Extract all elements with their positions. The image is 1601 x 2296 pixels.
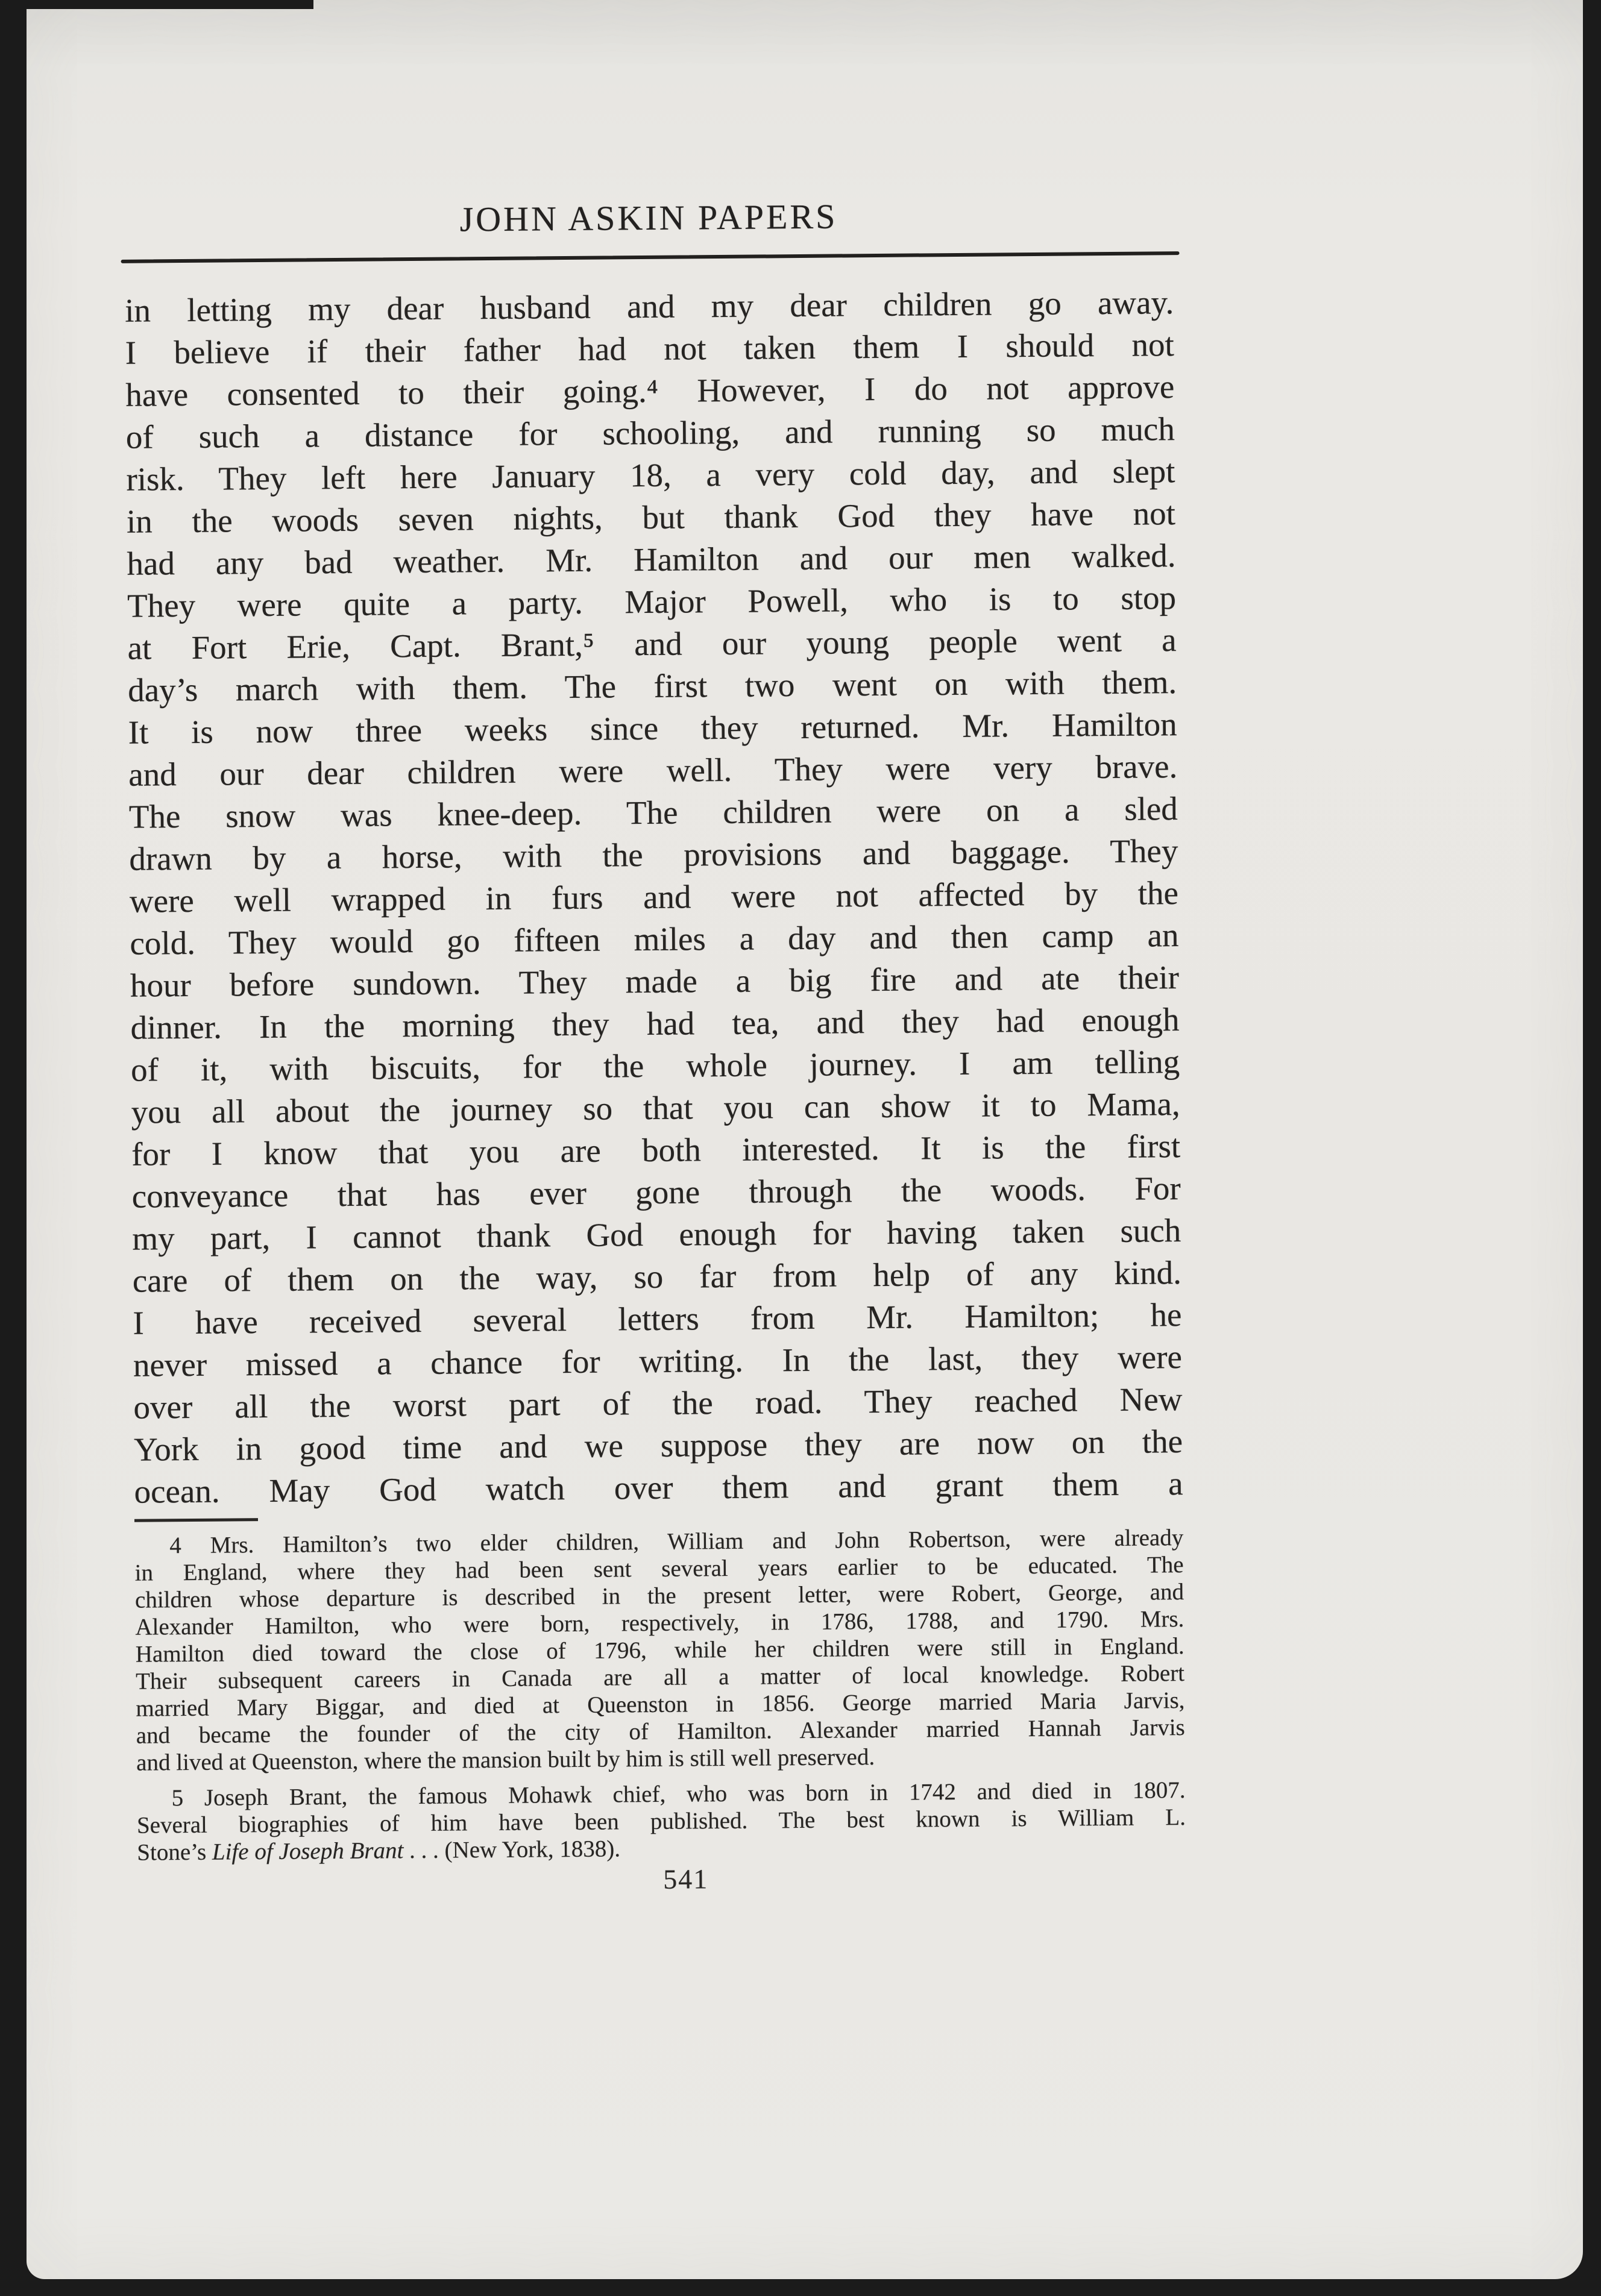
text-line: were well wrapped in furs and were not affected by the: [129, 874, 1179, 920]
text-line: 4 Mrs. Hamilton’s two elder children, William and John Robertson, were already: [169, 1525, 1184, 1559]
page-number: 541: [663, 1863, 709, 1895]
text-line: of such a distance for schooling, and running so much: [125, 410, 1175, 456]
text-line: I believe if their father had not taken them I should not: [125, 326, 1174, 371]
text-line: had any bad weather. Mr. Hamilton and our men walked.: [127, 537, 1176, 582]
text-line: children whose departure is described in the present letter, were Robert, George, and: [134, 1579, 1184, 1613]
text-line: never missed a chance for writing. In the last, they were: [133, 1338, 1183, 1384]
footnote-4: [134, 1524, 1185, 1777]
text-line: in letting my dear husband and my dear children go away.: [124, 284, 1174, 329]
text-line: The snow was knee-deep. The children were on a sled: [128, 790, 1178, 835]
text-line: Their subsequent careers in Canada are all a matter of local knowledge. Robert: [135, 1660, 1185, 1695]
text-line: Several biographies of him have been published. The best known is William L.: [136, 1804, 1186, 1839]
text-block: [122, 0, 1189, 2295]
text-line: my part, I cannot thank God enough for having taken such: [132, 1212, 1181, 1257]
text-line: over all the worst part of the road. They reached New: [133, 1381, 1183, 1426]
text-line: for I know that you are both interested. It is the first: [131, 1128, 1181, 1173]
text-line: and became the founder of the city of Hamilton. Alexander married Hannah Jarvis: [136, 1714, 1185, 1749]
text-line: I have received several letters from Mr. Hamilton; he: [133, 1296, 1182, 1341]
text-line: care of them on the way, so far from help of any kind.: [132, 1254, 1182, 1299]
text-line: cold. They would go fifteen miles a day and then camp an: [130, 917, 1179, 962]
text-line: conveyance that has ever gone through the woods. For: [131, 1170, 1181, 1215]
main-letter-text: [125, 281, 1183, 1513]
footnote-separator-rule: [134, 1518, 258, 1522]
text-line: day’s march with them. The first two went on with them.: [127, 663, 1177, 709]
footnote-5-book-title: Life of Joseph Brant: [212, 1837, 404, 1865]
text-line: Alexander Hamilton, who were born, respectively, in 1786, 1788, and 1790. Mrs.: [135, 1606, 1184, 1640]
text-line: risk. They left here January 18, a very cold day, and slept: [126, 453, 1175, 498]
text-line: dinner. In the morning they had tea, and they had enough: [130, 1001, 1180, 1046]
footnote-5-suffix: . . . (New York, 1838).: [403, 1836, 621, 1864]
text-line: Hamilton died toward the close of 1796, while her children were still in England.: [135, 1633, 1184, 1667]
text-line: married Mary Biggar, and died at Queenston in 1856. George married Maria Jarvis,: [136, 1687, 1185, 1722]
text-line: York in good time and we suppose they are now on the: [133, 1423, 1183, 1468]
text-line: They were quite a party. Major Powell, who is to stop: [127, 579, 1177, 624]
text-line: It is now three weeks since they returned. Mr. Hamilton: [128, 706, 1177, 751]
text-line: of it, with biscuits, for the whole journey. I am telling: [130, 1043, 1180, 1088]
text-line: in the woods seven nights, but thank God they have not: [126, 495, 1176, 540]
text-line: and lived at Queenston, where the mansion built by him is still well preserved.: [136, 1744, 875, 1776]
text-line: in England, where they had been sent several years earlier to be educated. The: [134, 1552, 1184, 1586]
text-line: drawn by a horse, with the provisions and baggage. They: [129, 832, 1178, 877]
footnote-5-prefix: Stone’s: [137, 1839, 213, 1866]
text-line: and our dear children were well. They were very brave.: [128, 748, 1178, 793]
running-head-title: JOHN ASKIN PAPERS: [459, 196, 838, 239]
text-line: ocean. May God watch over them and grant them a: [134, 1465, 1183, 1510]
footnote-5: [136, 1777, 1186, 1839]
text-line: at Fort Erie, Capt. Brant,⁵ and our young people went a: [127, 621, 1177, 667]
header-rule: [121, 251, 1180, 263]
text-line: 5 Joseph Brant, the famous Mohawk chief, who was born in 1742 and died in 1807.: [171, 1777, 1186, 1811]
text-line: hour before sundown. They made a big fire and ate their: [130, 959, 1180, 1004]
text-line: you all about the journey so that you can show it to Mama,: [131, 1085, 1180, 1131]
text-line: have consented to their going.⁴ However, I do not approve: [125, 368, 1175, 413]
